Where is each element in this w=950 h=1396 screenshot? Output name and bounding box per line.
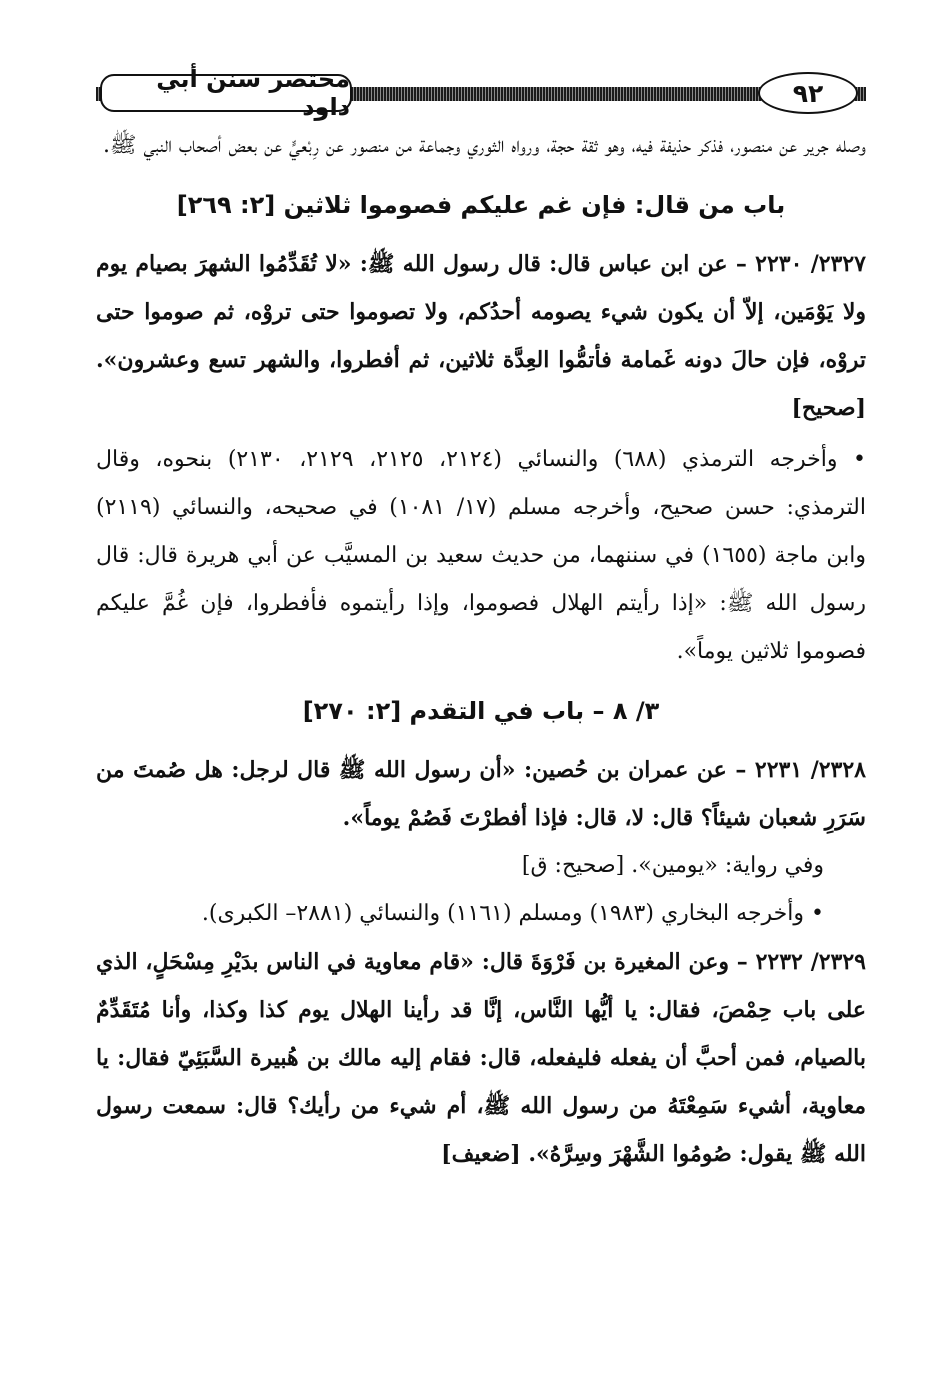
narration-note: وفي رواية: «يومين». [صحيح: ق] [521, 853, 824, 878]
continuation-paragraph: وصله جرير عن منصور، فذكر حذيفة فيه، وهو ثقة حجة، ورواه الثوري وجماعة من منصور عن رِبْعيٍّ عن بعض أصحاب النبي ﷺ. [102, 133, 866, 158]
chapter-heading: ٣/ ٨ – باب في التقدم [٢: ٢٧٠] [302, 697, 660, 725]
hadith-2329: ٢٣٢٩/ ٢٢٣٢ – وعن المغيرة بن فَرْوَةَ قال: «قام معاوية في الناس بدَيْرِ مِسْحَلٍ، الذي على باب حِمْصَ، فقال: يا أيُّها النَّاس، إنَّا قد رأينا الهلال يوم كذا وكذا، وأنا مُتَقَدِّمٌ بالصيام، فمن أحبَّ أن يفعله فليفعله، قال: فقام إليه مالك بن هُبيرة السَّبَئِيّ فقال: يا معاوية، أشيء سَمِعْتَهُ من رسول الله ﷺ، أم شيء من رأيك؟ قال: سمعت رسول الله ﷺ يقول: صُومُوا الشَّهْرَ وسِرَّهُ». [ضعيف] [96, 949, 866, 1167]
page-body [96, 122, 866, 1178]
chapter-heading: باب من قال: فإن غم عليكم فصوموا ثلاثين [٢: ٢٦٩] [176, 191, 786, 219]
page-number: ٩٢ [758, 72, 858, 114]
takhrij-paragraph: • وأخرجه البخاري (١٩٨٣) ومسلم (١١٦١) والنسائي (٢٨٨١– الكبرى). [201, 901, 824, 926]
page-header [96, 65, 866, 122]
book-title: مختصر سنن أبي داود [100, 74, 352, 112]
hadith-2328: ٢٣٢٨/ ٢٢٣١ – عن عمران بن حُصين: «أن رسول الله ﷺ قال لرجل: هل صُمتَ من سَرَرِ شعبان شيئاً؟ قال: لا، قال: فإذا أفطرْتَ فَصُمْ يوماً». [96, 757, 866, 831]
takhrij-paragraph: • وأخرجه الترمذي (٦٨٨) والنسائي (٢١٢٤، ٢١٢٥، ٢١٢٩، ٢١٣٠) بنحوه، وقال الترمذي: حسن صحيح، وأخرجه مسلم (١٧/ ١٠٨١) في صحيحه، والنسائي (٢١١٩) وابن ماجة (١٦٥٥) في سننهما، من حديث سعيد بن المسيَّب عن أبي هريرة قال: قال رسول الله ﷺ: «إذا رأيتم الهلال فصوموا، وإذا رأيتموه فأفطروا، فإن غُمَّ عليكم فصوموا ثلاثين يوماً». [96, 447, 867, 664]
page [96, 65, 867, 1350]
hadith-2327: ٢٣٢٧/ ٢٢٣٠ – عن ابن عباس قال: قال رسول الله ﷺ: «لا تُقَدِّمُوا الشهرَ بصيام يوم ولا يَوْمَين، إلاّ أن يكون شيء يصومه أحدُكم، ولا تصوموا حتى تروْه، ثم صوموا حتى تروْه، فإن حالَ دونه غَمامة فأتمُّوا العِدَّة ثلاثين، ثم أفطروا، والشهر تسع وعشرون». [صحيح] [96, 251, 866, 421]
